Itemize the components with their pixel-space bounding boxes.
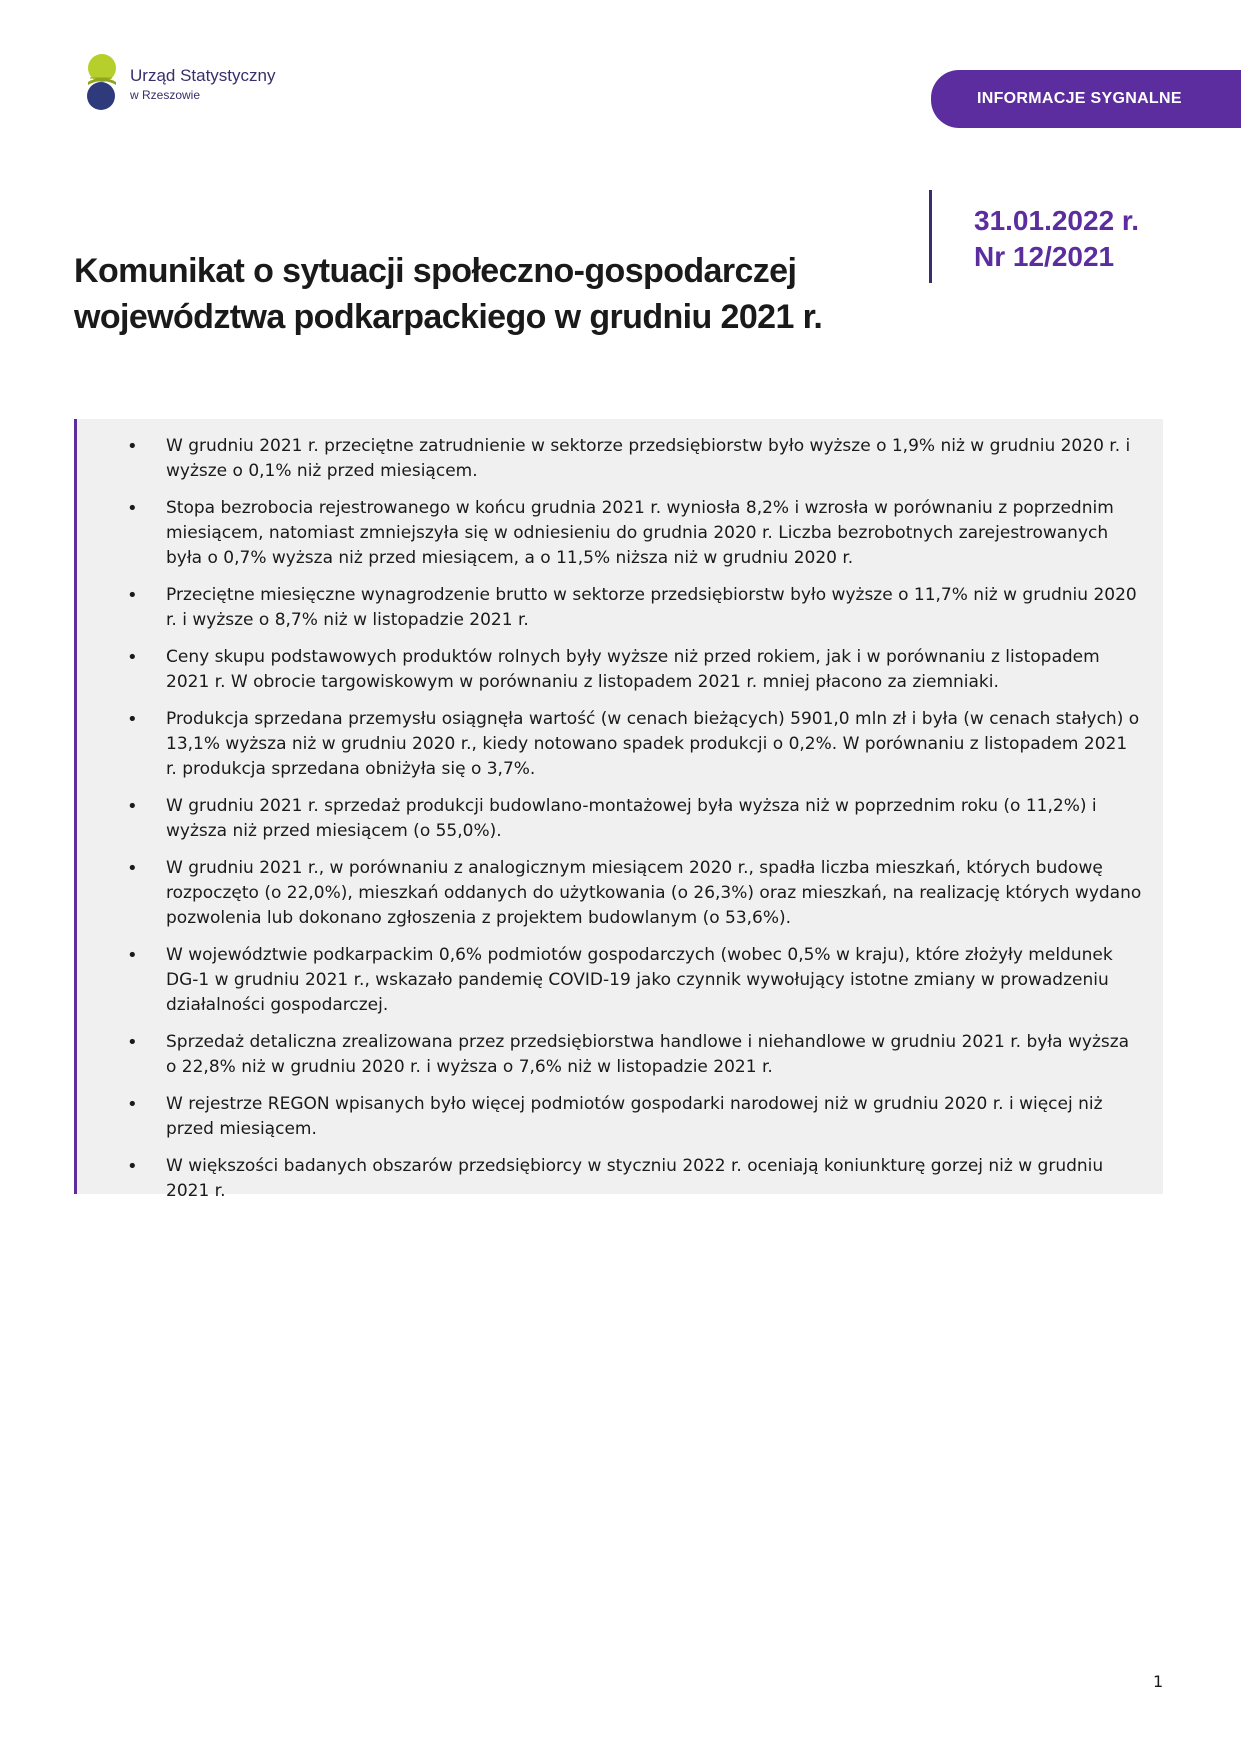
list-item xyxy=(77,943,1143,1018)
list-item xyxy=(77,794,1143,844)
bullet-icon: • xyxy=(127,436,138,457)
list-item xyxy=(77,496,1143,571)
list-item-text: W województwie podkarpackim 0,6% podmiotów gospodarczych (wobec 0,5% w kraju), które złożyły meldunek DG-1 w grudniu 2021 r., wskazało pandemię COVID-19 jako czynnik wywołujący istotne zmiany w prowadzeniu działalności gospodarczej. xyxy=(166,945,1113,1015)
bullet-icon: • xyxy=(127,1156,138,1177)
summary-list xyxy=(77,434,1143,1204)
bullet-icon: • xyxy=(127,498,138,519)
bullet-icon: • xyxy=(127,858,138,879)
publication-number: Nr 12/2021 xyxy=(974,241,1115,272)
institution-name: Urząd Statystyczny xyxy=(130,66,276,85)
publication-date: 31.01.2022 r. xyxy=(974,205,1140,236)
list-item-text: W grudniu 2021 r., w porównaniu z analogicznym miesiącem 2020 r., spadła liczba mieszkań, których budowę rozpoczęto (o 22,0%), mieszkań oddanych do użytkowania (o 26,3%) oraz mieszkań, na realizację których wydano pozwolenia lub dokonano zgłoszenia z projektem budowlanym (o 53,6%). xyxy=(166,858,1142,928)
header-divider xyxy=(929,190,932,283)
list-item xyxy=(77,645,1143,695)
bullet-icon: • xyxy=(127,796,138,817)
institution-logo xyxy=(82,52,342,116)
bullet-icon: • xyxy=(127,585,138,606)
page-title: Komunikat o sytuacji społeczno-gospodarczej województwa podkarpackiego w grudniu 2021 r. xyxy=(74,252,823,336)
list-item-text: Ceny skupu podstawowych produktów rolnych były wyższe niż przed rokiem, jak i w porównaniu z listopadem 2021 r. W obrocie targowiskowym w porównaniu z listopadem 2021 r. mniej płacono za ziemniaki. xyxy=(166,647,1100,692)
bullet-icon: • xyxy=(127,709,138,730)
list-item-text: W grudniu 2021 r. sprzedaż produkcji budowlano-montażowej była wyższa niż w poprzednim roku (o 11,2%) i wyższa niż przed miesiącem (o 55,0%). xyxy=(166,796,1097,841)
list-item-text: Sprzedaż detaliczna zrealizowana przez przedsiębiorstwa handlowe i niehandlowe w grudniu 2021 r. była wyższa o 22,8% niż w grudniu 2020 r. i wyższa o 7,6% niż w listopadzie 2021 r. xyxy=(166,1032,1130,1077)
list-item-text: Produkcja sprzedana przemysłu osiągnęła wartość (w cenach bieżących) 5901,0 mln zł i była (w cenach stałych) o 13,1% wyższa niż w grudniu 2020 r., kiedy notowano spadek produkcji o 0,2%. W porównaniu z listopadem 2021 r. produkcja sprzedana obniżyła się o 3,7%. xyxy=(166,709,1140,779)
list-item xyxy=(77,856,1143,931)
document-type-badge: INFORMACJE SYGNALNE xyxy=(931,70,1241,128)
list-item-text: Przeciętne miesięczne wynagrodzenie brutto w sektorze przedsiębiorstw było wyższe o 11,7% niż w grudniu 2020 r. i wyższe o 8,7% niż w listopadzie 2021 r. xyxy=(166,585,1137,630)
bullet-icon: • xyxy=(127,1032,138,1053)
bullet-icon: • xyxy=(127,945,138,966)
bullet-icon: • xyxy=(127,1094,138,1115)
list-item-text: Stopa bezrobocia rejestrowanego w końcu grudnia 2021 r. wyniosła 8,2% i wzrosła w porównaniu z poprzednim miesiącem, natomiast zmniejszyła się w odniesieniu do grudnia 2020 r. Liczba bezrobotnych zarejestrowanych była o 0,7% wyższa niż przed miesiącem, a o 11,5% niższa niż w grudniu 2020 r. xyxy=(166,498,1114,568)
circle-logo-icon xyxy=(82,52,122,116)
page-number: 1 xyxy=(1153,1672,1164,1691)
institution-subname: w Rzeszowie xyxy=(130,88,201,102)
list-item-text: W rejestrze REGON wpisanych było więcej podmiotów gospodarki narodowej niż w grudniu 2020 r. i więcej niż przed miesiącem. xyxy=(166,1094,1103,1139)
list-item xyxy=(77,707,1143,782)
list-item-text: W większości badanych obszarów przedsiębiorcy w styczniu 2022 r. oceniają koniunkturę gorzej niż w grudniu 2021 r. xyxy=(166,1156,1104,1201)
list-item-text: W grudniu 2021 r. przeciętne zatrudnienie w sektorze przedsiębiorstw było wyższe o 1,9% niż w grudniu 2020 r. i wyższe o 0,1% niż przed miesiącem. xyxy=(166,436,1131,481)
summary-panel xyxy=(74,419,1163,1201)
list-item xyxy=(77,1154,1143,1204)
list-item xyxy=(77,583,1143,633)
bullet-icon: • xyxy=(127,647,138,668)
list-item xyxy=(77,434,1143,484)
list-item xyxy=(77,1092,1143,1142)
list-item xyxy=(77,1030,1143,1080)
